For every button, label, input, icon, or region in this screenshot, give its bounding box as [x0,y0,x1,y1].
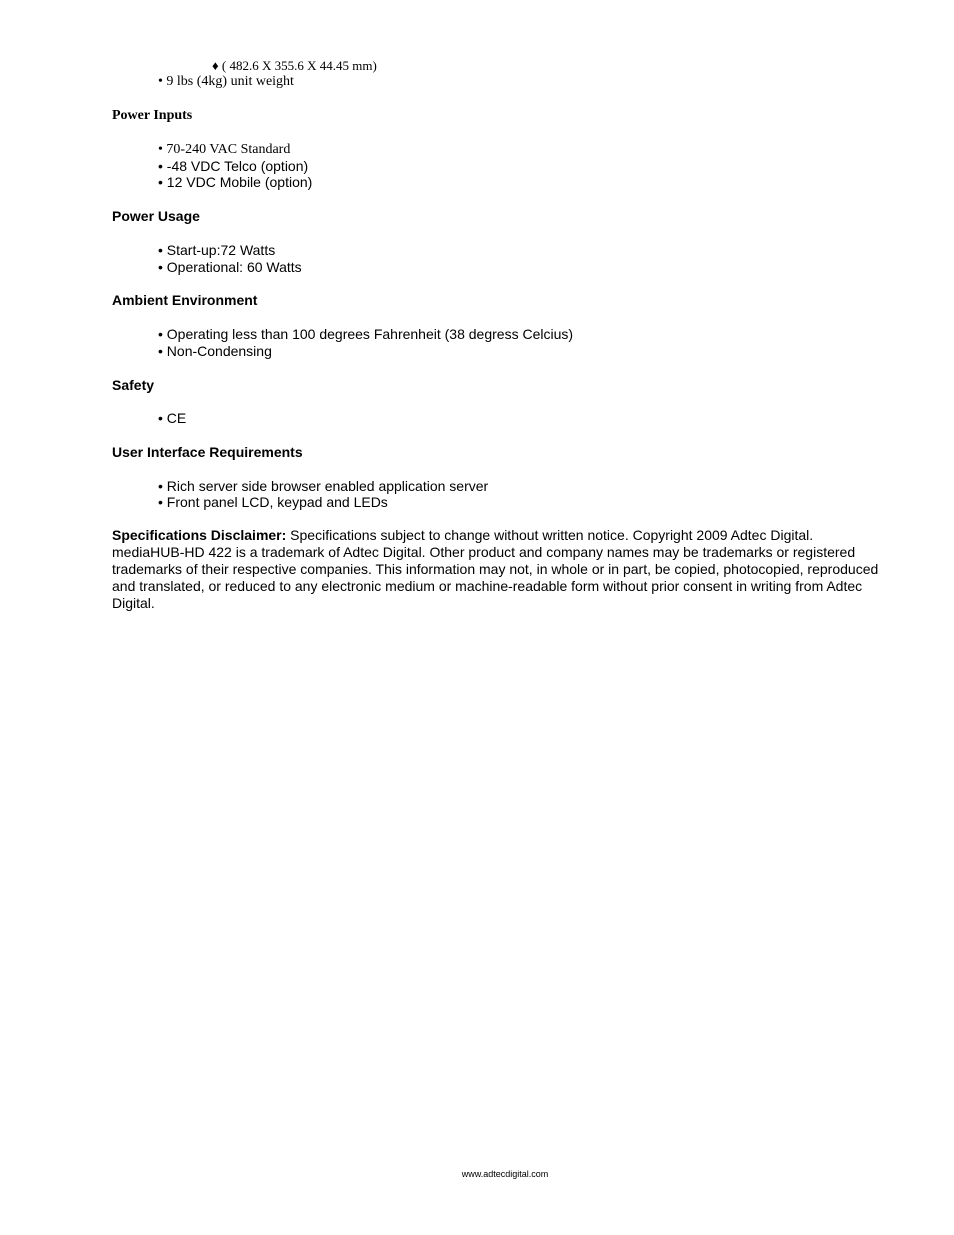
user-interface-text: Front panel LCD, keypad and LEDs [166,494,388,510]
disclaimer-body: Specifications subject to change without written notice. Copyright 2009 Adtec Digital. mediaHUB-HD 422 is a trademark of Adtec Digital. Other product and company names may be trademarks or registered trademarks of their respective companies. This information may not, in whole or in part, be copied, photocopied, reproduced and translated, or reduced to any electronic medium or machine-readable form without prior consent in writing from Adtec Digital. [112,527,879,611]
weight-text: 9 lbs (4kg) unit weight [166,74,294,89]
bullet-icon: • [158,343,163,359]
power-input-item [158,174,312,191]
safety-item [158,410,186,427]
bullet-icon: • [158,326,163,342]
footer-url: www.adtecdigital.com [461,1169,549,1179]
ambient-item [158,326,573,343]
bullet-icon: • [158,494,163,510]
user-interface-heading: User Interface Requirements [112,444,303,460]
bullet-icon: • [158,142,163,157]
user-interface-text: Rich server side browser enabled application server [166,478,489,494]
ambient-environment-heading: Ambient Environment [112,292,258,308]
diamond-bullet-icon: ♦ [212,58,219,73]
bullet-icon: • [158,174,163,190]
user-interface-item [158,494,388,511]
bullet-icon: • [158,478,163,494]
bullet-icon: • [158,242,163,258]
power-input-item [158,158,308,175]
safety-text: CE [166,410,187,426]
power-usage-text: Start-up:72 Watts [166,242,276,258]
specifications-disclaimer [112,527,888,612]
dimensions-metric-item [212,57,377,74]
disclaimer-lead: Specifications Disclaimer: [112,527,287,543]
power-usage-text: Operational: 60 Watts [166,259,302,275]
power-input-item [158,141,290,158]
ambient-text: Operating less than 100 degrees Fahrenheit (38 degress Celcius) [166,326,574,342]
weight-item [158,73,294,90]
ambient-text: Non-Condensing [166,343,272,359]
power-usage-item [158,242,275,259]
bullet-icon: • [158,158,163,174]
power-input-text: 70-240 VAC Standard [166,142,291,157]
user-interface-item [158,478,488,495]
bullet-icon: • [158,259,163,275]
ambient-item [158,343,272,360]
bullet-icon: • [158,74,163,89]
power-inputs-heading: Power Inputs [112,108,193,123]
dimensions-metric-text: ( 482.6 X 355.6 X 44.45 mm) [218,58,377,73]
power-input-text: 12 VDC Mobile (option) [166,174,313,190]
power-input-text: -48 VDC Telco (option) [166,158,309,174]
power-usage-heading: Power Usage [112,208,200,224]
safety-heading: Safety [112,377,155,393]
power-usage-item [158,259,302,276]
bullet-icon: • [158,410,163,426]
